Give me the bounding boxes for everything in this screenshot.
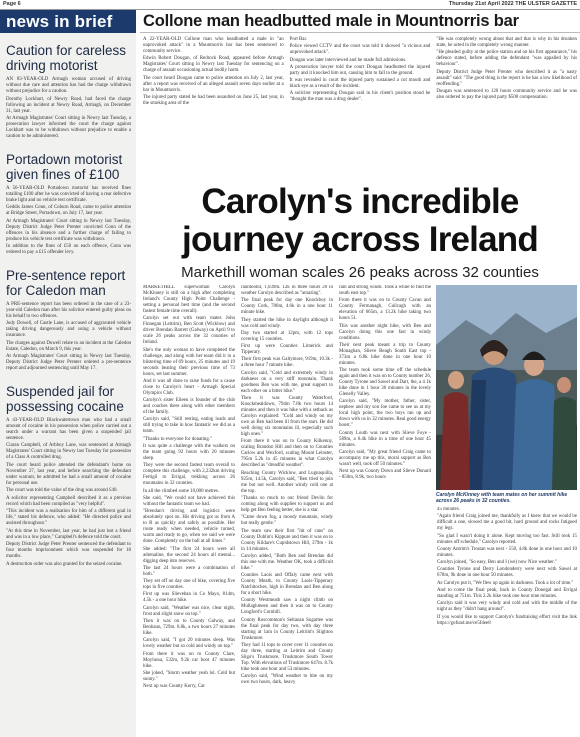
top-story-column xyxy=(436,37,577,108)
photo-illustration xyxy=(436,285,577,490)
main-story-photo xyxy=(436,285,577,490)
paragraph: Dorothy Lockhart, of Newry Road, had faced the charge following an incident at Newry Road, Armagh, on December 31, last year. xyxy=(6,96,131,114)
brief-item-title: Caution for careless driving motorist xyxy=(6,43,127,73)
paragraph: They set off on day one of hike, covering five tops in five counties. xyxy=(143,579,235,591)
paragraph: Carolyn said, "Cold and extremely windy in darkness on a very stiff mountain. Thank goodness Ben was with me, great support to each other on a bitter hike." xyxy=(241,370,333,394)
paragraph: Police viewed CCTV and the court was told it showed "a vicious and unprovoked attack". xyxy=(289,44,431,56)
paragraph: Carolyn said, "I got 20 minutes sleep. Was lovely weather but so cold and windy on top." xyxy=(143,638,235,650)
paragraph: 45 minutes. xyxy=(437,507,460,512)
paragraph: rain and strong winds. Took a while to find the south east top." xyxy=(339,285,431,296)
paragraph: Dougan was later interviewed and he made full admissions. xyxy=(289,57,407,63)
paragraph: A 43-YEAR-OLD Blackwatertown man who had a small amount of cocaine in his possession when police carried out a search under a warrant has been given a suspended jail sentence. xyxy=(6,417,131,441)
paragraph: The final peak for day one Knockboy in County Cork, 706m, 4.6k in a one hour 11 minute hike. xyxy=(241,298,333,316)
paragraph: A PRE-sentence report has been ordered in the case of a 23-year-old Caledon man after his solicitor entered guilty pleas on his behalf to two offences. xyxy=(6,301,131,319)
paragraph: Geddis James Conn, of Coburn Road, came to police attention at Bridge Street, Portadown, on July 17, last year. xyxy=(6,205,131,216)
paragraph: The court heard police attended the defendant's home on November 27, last year, and before searching the defendant under warrant, he admitted he had a small amount of cocaine for personal use. xyxy=(6,462,131,486)
paragraph: They started the hike in daylight although it was cold and windy. xyxy=(241,317,333,329)
paragraph: Then it was on to County Galway, and Benbaun, 729m. 8.8k, a two hours 27 minutes hike. xyxy=(143,619,235,637)
paragraph: County Roscommon's Seltanan Sugartee was the final peak for day two, with day three starting at 1am in County Leitrim's Slightoo Truskmore. xyxy=(241,617,333,641)
paragraph: Carolyn set out with team mates John Finnegan (Leitrim), Ben Scott (Wicklow) and driver Brendan Barrett (Galway) on April 9 to scale 26 peaks across the 32 counties of Ireland. xyxy=(143,316,235,346)
paragraph: Carolyn said, "Weather was nice, clear night, frost and slight snow on top." xyxy=(143,605,235,617)
paragraph: County Westmeath saw a night climb on Mullaghmeen and then it was on to County Longford's Cornhill. xyxy=(241,598,333,616)
paragraph: Next up was County Down and Slieve Donard - 850m, 8.9k, two hours xyxy=(339,469,431,481)
photo-caption: Carolyn McKinney with team mates on her summit hike across 26 peaks in 32 counties. xyxy=(436,492,568,504)
brief-item xyxy=(0,33,136,140)
top-story-column xyxy=(143,37,284,108)
paragraph: From there it was on to County Cavan and County Fermanagh, Cuilcagh with an elevation of 665m, a 13.2k hike taking two hours 51. xyxy=(339,298,431,322)
paragraph: From there it was on to County Kilkenny, scaling Brandon Hill and then on to Counties Carlow and Wexford, scaling Mount Leinster, 795m 5.2k in 45 minutes in what Carolyn described as "dreadful weather". xyxy=(241,439,333,469)
brief-item xyxy=(0,258,136,373)
top-story-column xyxy=(290,37,431,108)
main-story-column-1 xyxy=(143,285,235,737)
paragraph: Edwin Robert Dougan, of Redrock Road, appeared before Armagh Magistrates' Court sitting in Newry last Tuesday for sentencing on a charge of assault occasioning actual bodily harm. xyxy=(143,56,284,74)
paragraph: "Thanks to everyone for donating." xyxy=(143,436,213,442)
paragraph: The team saw their first "hit of cans" on County Dublin's Kippure and then it was on to County Kildare's Cupidstown Hill, 379m - 1k in 14 minutes. xyxy=(241,528,333,552)
paragraph: Next up was County Kerry, Car xyxy=(143,684,205,690)
paragraph: County Antrim's Trostan was next - 550, 4.8k done in one hour and 10 minutes. xyxy=(437,546,577,558)
paragraph: Jody Dowell, of Castle Lane, is accused of aggravated vehicle taking driving dangerously and using a vehicle without insurance. xyxy=(6,321,131,338)
paragraph: AN 83-YEAR-OLD Armagh woman accused of driving without due care and attention has had the charge withdrawn without prejudice for a caution. xyxy=(6,77,131,94)
paragraph: Counties Tyrone and Derry Londonderry were next with Sawel at 678m, 9k done in one hour 50 minutes. xyxy=(437,567,577,579)
main-story-column-4 xyxy=(437,507,577,737)
paragraph: First up were Counties Limerick and Tipperary. xyxy=(241,344,333,356)
paragraph: A 56-YEAR-OLD Portadown motorist has received fines totalling £100 after he was convicted of having a rear defective brake light and no vehicle test certificate. xyxy=(6,185,131,203)
paragraph: rauntoohil, 1,039m. 12k in three hours 20 in weather Carolyn described as "amazing". xyxy=(241,285,333,296)
main-headline-line1: Carolyn's incredible xyxy=(201,182,519,221)
paragraph: "He pleaded guilty at the police station and on his first appearance," his defence stated, before adding the defendant "was appalled by his behaviour". xyxy=(436,50,578,68)
paragraph: At Armagh Magistrates' Court sitting in Newry last Tuesday, Deputy District Judge Peter Prenter ordered a pre-sentence report and adjourned sentencing until May 17. xyxy=(6,354,131,371)
paragraph: This was another night hike, with Ben and Carolyn doing this one fast in windy conditions. xyxy=(339,323,431,341)
paragraph: "This incident was a realisation for him of a different goal in life," stated his defence, who added: "He directed police and assisted throughout." xyxy=(6,509,131,526)
paragraph: And it was all done to raise funds for a cause close to Carolyn's heart - Armagh Special Olympics Club. xyxy=(143,378,235,396)
paragraph: A destruction order was also granted for the seized cocaine. xyxy=(6,561,123,567)
paragraph: In addition to the fines of £50 on each offence, Conn was ordered to pay a £15 offender levy. xyxy=(6,244,131,255)
paragraph: As Carolyn put it, "We flew up again in darkness. Took a lot of time." xyxy=(437,580,574,586)
brief-item-text xyxy=(6,418,131,568)
paragraph: At Armagh Magistrates' Court sitting in Newry last Tuesday, a prosecution lawyer informed the court the charge against Lockhart was to be withdrawn without prejudice to enable a caution to be administered. xyxy=(6,116,131,139)
paragraph: It was revealed in court the injured party sustained a cut mouth and black eye as a result of the incident. xyxy=(289,78,431,90)
paragraph: First up was Slieveban in Co Mayo, 814m, 4.5k - a one hour hike. xyxy=(143,592,235,604)
paragraph: Their first peak was Galtymore, 919m, 10.3k - a three hour 7 minute hike. xyxy=(241,357,333,369)
paragraph: She said, "We could not have achieved this without the fantastic team we had. xyxy=(143,495,235,507)
page-header xyxy=(0,0,580,9)
paragraph: Dougan was sentenced to 120 hours community service and he was also ordered to pay the injured party $500 compensation. xyxy=(436,88,578,100)
paragraph: Their next peak meant a trip to County Monaghan, Slieve Beagh South East top - 373m a 6.8k hike done in one hour 10 minutes. xyxy=(339,342,431,366)
paragraph: It was quite a challenge with the walkers on the team going 92 hours with 20 minutes sleep. xyxy=(143,444,235,462)
paragraph: Carolyn said it was very windy and cold and with the middle of the night as they "didn't hang around". xyxy=(437,601,577,613)
brief-item-text xyxy=(6,186,131,257)
paragraph: "Again friend Craig joined me, thankfully as I knew that we would be difficult a one, slowed me a good bit, hard ground and rocks fatigued my legs. xyxy=(437,514,577,532)
main-story-column-3 xyxy=(339,285,431,737)
brief-item-title: Suspended jail for possessing cocaine xyxy=(6,383,124,414)
main-story-body xyxy=(143,285,578,737)
paragraph: The injured party stated he had been assaulted on June 25, last year, in the smoking area of the xyxy=(143,94,284,106)
main-headline-line2: journey across Ireland xyxy=(182,220,538,259)
top-story xyxy=(140,10,580,170)
paragraph: County Louth was next with Slieve Foye - 589m, a 6.4k hike in a time of one hour 45 minutes. xyxy=(339,430,431,448)
paragraph: Deputy District Judge Peter Prenter who described it as "a nasty assault" said: "The good thing is the report is he has a low likelihood of reoffending." xyxy=(436,69,578,87)
paragraph: "At this time in November, last year, he had just lost a friend and was in a low place," Campbell's defence told the court. xyxy=(6,528,131,540)
brief-item-title: Portadown motorist given fines of £100 xyxy=(6,151,123,182)
paragraph: She joked, "Storm weather yeah lol. Cold but sunny." xyxy=(143,670,235,682)
paragraph: Port Bar. xyxy=(289,37,308,42)
paragraph: Reaching County Wicklow, and Lugnaquilla, 925m, 14.5k, Carolyn said, "Ben tried to join me but not well. Another windy cold one at the top. xyxy=(241,470,333,494)
paragraph: Carolyn said, "Still resting, eating loads and still trying to take in how fantastic we did as a team. xyxy=(143,417,235,435)
paragraph: "Thanks so much to our friend Devlin for coming along with supplies to support us and help get Ben feeling better, she is a star. xyxy=(241,495,333,513)
main-headline xyxy=(140,183,580,259)
top-story-headline: Collone man headbutted male in Mountnorris bar xyxy=(140,10,580,33)
main-story-column-2 xyxy=(241,285,333,737)
paragraph: Carolyn joined, "So easy, Ben and I (we) now Nice weather." xyxy=(437,560,557,566)
paragraph: Carolyn said, "My great friend Craig came to accompany me up this, moral support as Ben wasn't well, took off 50 minutes." xyxy=(339,450,431,468)
paragraph: Carolyn added, "Both Ben and Brendan did this one with me. Weather OK, took a difficult hike." xyxy=(241,553,333,571)
paragraph: The court was told the value of the drug was around £40. xyxy=(6,488,118,493)
paragraph: From there it was on to County Clare, Moylussa, 532m, 9.2k car boot 47 minutes hike. xyxy=(143,651,235,669)
paragraph: They had 11 tops to cover over 11 counties on day three, starting at Leitrim and County Sligo's Truskmore, Truskmore South Tower Top. With elevations of Truskmore 647m. 8.7k hike took one hour and 53 minutes. xyxy=(241,643,333,673)
paragraph: They were the second fastest team overall to complete this challenge, with 2,232km driving Fertigil to Errigal, trekking across 26 mountains in 32 counties. xyxy=(143,463,235,487)
brief-item xyxy=(0,142,136,257)
paragraph: In all the climbed some 10,000 metres. xyxy=(143,488,220,494)
paragraph: A solicitor representing Dougan said in his client's position stood he "thought the man was a drug dealer". xyxy=(289,91,431,103)
paragraph: The last 24 hours were a combination of both." xyxy=(143,565,235,577)
paragraph: Ciaran Campbell, of Arbboy Lane, was sentenced at Armagh Magistrates' Court sitting in Newry last Tuesday for possession of a Class A controlled drug. xyxy=(6,443,131,460)
dateline: Thursday 21st April 2022 THE ULSTER GAZETTE xyxy=(448,1,577,7)
paragraph: Carolyn said, "Wind weather to bite on my own two hours, dark, heavy xyxy=(241,674,333,686)
paragraph: If you would like to support Carolyn's fundraising effort visit the link https://gofund.me/ce5f4ee8 xyxy=(437,614,577,626)
paragraph: A solicitor representing Campbell described it as a previous record which had been compiled as "very helpful". xyxy=(6,495,131,507)
paragraph: The court heard Dougan came to police attention on July 2, last year, after a report was received of an alleged assault seven days earlier at a bar in Mountnorris. xyxy=(143,75,284,93)
paragraph: Deputy District Judge Peter Prenter sentenced the defendant to four months imprisonment which was suspended for 18 months. xyxy=(6,542,131,559)
brief-item-text xyxy=(6,77,131,140)
paragraph: A 22-YEAR-OLD Collone man who headbutted a male in "an unprovoked attack" in a Mountnorris bar has been sentenced to community service. xyxy=(143,37,284,54)
paragraph: Day two started at 12pm, with 12 tops covering 15 counties. xyxy=(241,330,333,342)
news-in-brief-heading: news in brief xyxy=(0,10,136,33)
paragraph: And to come the final peak, back in County Donegal and Errigal standing at 751m. This 2.2k hike took one hour nine minutes. xyxy=(437,588,577,600)
brief-item-text xyxy=(6,302,131,373)
brief-items xyxy=(0,33,136,568)
brief-item-title: Pre-sentence report for Caledon man xyxy=(6,267,126,298)
paragraph: She's the only woman to have completed the challenge, and along with her team did it in a blistering time of 69 hours, 25 minutes and 19 seconds beating their previous time of 73 hours, set last summer. xyxy=(143,347,235,377)
news-in-brief-column xyxy=(0,10,136,737)
paragraph: Then it was County Waterford, Knockmealdown, 794m 7.8k two hours 14 minutes and then it was hike with a setback as Carolyn explained: "Cold and windy on my own as Ben had been ill from the start. He did well doing six mountains ill, especially such high ones." xyxy=(241,396,333,438)
paragraph: Carolyn said, "My mother, father, sister, nephew and my son Joe came to see us at my local high point, the two boys ran up and down with us in 32 minutes. Real good energy boost." xyxy=(339,399,431,429)
paragraph: Carolyn's sister Eileen is founder of the club and coaches there along with other members of the family. xyxy=(143,398,235,416)
paragraph: "Came down fog, a moody mountain, windy but really gentle." xyxy=(241,515,333,527)
paragraph: At Armagh Magistrates' Court sitting in Newry last Tuesday, Deputy District Judge Peter Prenter convicted Conn of the offences in his absence and a further charge of failing to produce his vehicle test certificate was withdrawn. xyxy=(6,218,131,242)
paragraph: "So glad I wasn't doing it alone. Kept moving too fast. Still took 15 minutes off schedule," Carolyn reported. xyxy=(437,533,577,545)
brief-item xyxy=(0,374,136,568)
paragraph: MARKETHILL superwoman Carolyn McKinney is still on a high after completing Ireland's County High Point Challenge - setting a personal best time (and the second fastest female time overall). xyxy=(143,285,235,314)
paragraph: "He was completely wrong about that and that is why in his drunken state, he acted in the completely wrong manner. xyxy=(436,37,578,48)
paragraph: The team took some time off the schedule again and then it was on to County number 26, County Tyrone and Sawel and Dart, the, a 4.1k hike done in 1 hour 36 minutes in the lovely Glenelly Valley. xyxy=(339,368,431,398)
paragraph: The charges against Dowell relate to an incident at the Caledon Estate, Caledon, on March 9, this year. xyxy=(6,340,131,352)
paragraph: She added: "The first 24 hours were all adrenaline, the second 24 hours all mental... digging deep into reserves. xyxy=(143,546,235,564)
paragraph: "Brendan's driving and logistics were absolutely spot on. His driving got us from A to B as quickly and safely as possible. Her route ready when needed, vehicle turned, warm and ready to go, when we said we were done. Completely on the ball at all times." xyxy=(143,509,235,545)
main-subheadline: Markethill woman scales 26 peaks across 32 counties xyxy=(181,264,539,281)
top-story-columns xyxy=(143,37,577,108)
page-number: Page 6 xyxy=(3,1,21,7)
paragraph: Counties Laois and Offaly came next with County Meath, to County Laois-Tipperary Natchitoches, high in Brendan and Ben along for a short hike. xyxy=(241,573,333,597)
paragraph: A prosecution lawyer told the court Dougan headbutted the injured party and it knocked him out, causing him to fall to the ground. xyxy=(289,64,431,76)
